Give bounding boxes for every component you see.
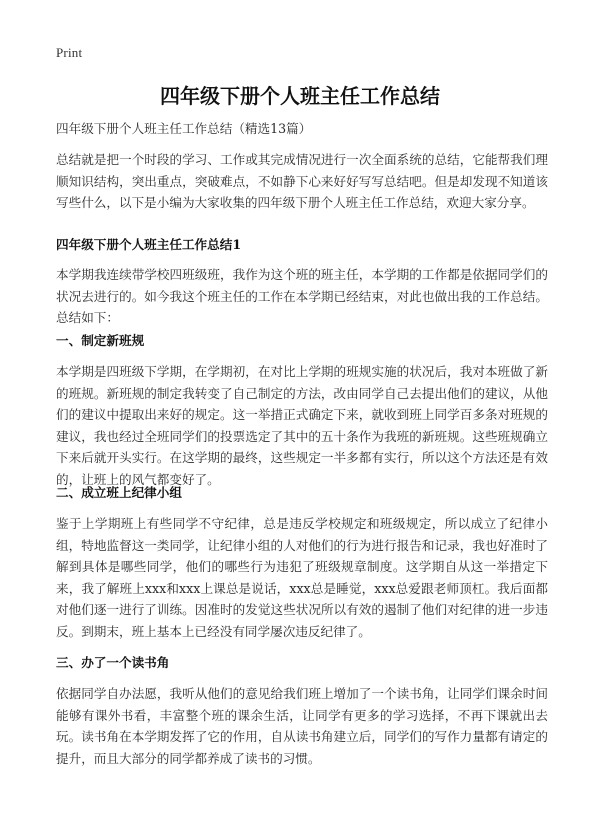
part-2-heading: 二、成立班上纪律小组 [56, 485, 182, 500]
page-title: 四年级下册个人班主任工作总结 [160, 84, 440, 108]
section-title: 四年级下册个人班主任工作总结1 [56, 237, 242, 252]
part-3-heading: 三、办了一个读书角 [56, 655, 170, 670]
intro-paragraph: 总结就是把一个时段的学习、工作或其完成情况进行一次全面系统的总结，它能帮我们理顺知识结构，突出重点，突破难点，不如静下心来好好写写总结吧。但是却发现不知道该写些什么，以下是小编为大家收集的四年级下册个人班主任工作总结，欢迎大家分享。 [56, 152, 548, 211]
part-1-heading: 一、制定新班规 [56, 333, 145, 348]
part-2-body: 鉴于上学期班上有些同学不守纪律，总是违反学校规定和班级规定，所以成立了纪律小组，特地监督这一类同学，让纪律小组的人对他们的行为进行报告和记录，我也好准时了解到具体是哪些同学，他们的哪些行为违犯了班级规章制度。这学期自从这一举措定下来，我了解班上xxx和xxx上课总是说话，xxx总是睡觉，xxx总爱跟老师顶杠。我后面都对他们逐一进行了训练。因准时的发觉这些状况所以有效的遏制了他们对纪律的进一步违反。到期末，班上基本上已经没有同学屡次违反纪律了。 [56, 516, 548, 639]
part-1-body: 本学期是四班级下学期，在学期初，在对比上学期的班规实施的状况后，我对本班做了新的班规。新班规的制定我转变了自己制定的方法，改由同学自己去提出他们的建议，从他们的建议中提取出来好的规定。这一举措正式确定下来，就收到班上同学百多条对班规的建议，我也经过全班同学们的投票选定了其中的五十条作为我班的新班规。这些班规确立下来后就开头实行。在这学期的最终，这些规定一半多都有实行，所以这个方法还是有效的，让班上的风气都变好了。 [56, 364, 548, 487]
section-intro-paragraph: 本学期我连续带学校四班级班，我作为这个班的班主任，本学期的工作都是依据同学们的状况去进行的。如今我这个班主任的工作在本学期已经结束，对此也做出我的工作总结。总结如下： [56, 267, 548, 326]
document-subtitle: 四年级下册个人班主任工作总结（精选13篇） [56, 121, 312, 136]
part-3-body: 依据同学自办法愿，我听从他们的意见给我们班上增加了一个读书角，让同学们课余时间能够有课外书看，丰富整个班的课余生活，让同学有更多的学习选择，不再下课就出去玩。读书角在本学期发挥了它的作用，自从读书角建立后，同学们的写作力量都有请定的提升，而且大部分的同学都养成了读书的习惯。 [56, 686, 548, 766]
print-link[interactable]: Print [56, 45, 83, 60]
